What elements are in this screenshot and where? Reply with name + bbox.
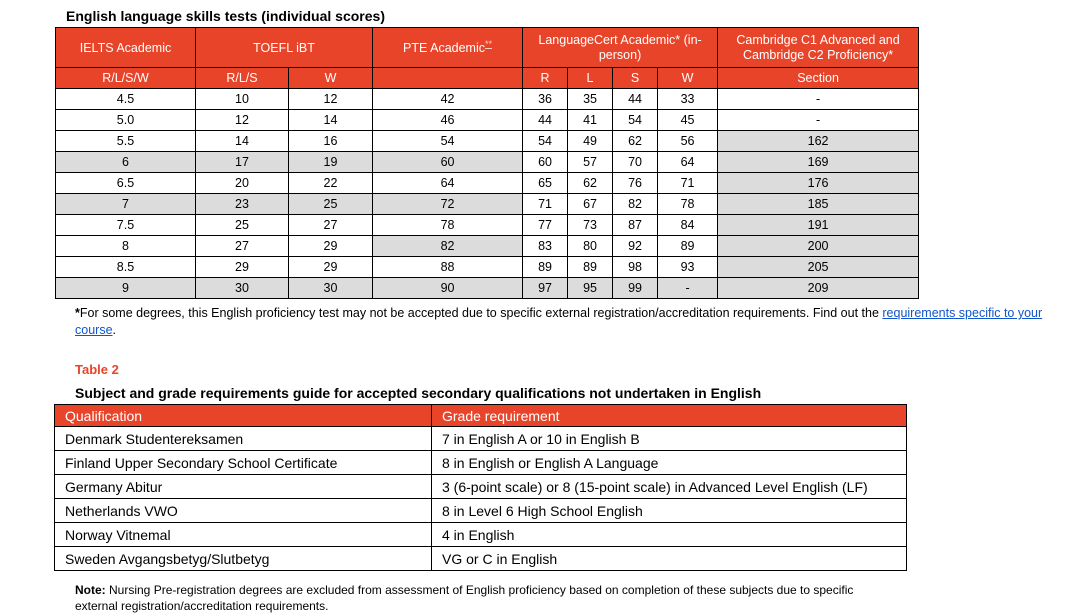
table-cell: 35: [568, 89, 613, 110]
table-cell: 87: [613, 215, 658, 236]
header-cambridge: Cambridge C1 Advanced and Cambridge C2 Proficiency*: [718, 28, 919, 68]
table-cell: 57: [568, 152, 613, 173]
table-cell: 14: [289, 110, 373, 131]
footnote-2-text: Nursing Pre-registration degrees are excluded from assessment of English proficiency based on completion of these subjects due to specific external registration/accreditation requirements.: [75, 583, 854, 613]
table-cell: 44: [523, 110, 568, 131]
table-cell: 5.5: [56, 131, 196, 152]
subheader-toefl-w: W: [289, 68, 373, 89]
grade-cell: 8 in Level 6 High School English: [432, 499, 907, 523]
grade-cell: 3 (6-point scale) or 8 (15-point scale) in Advanced Level English (LF): [432, 475, 907, 499]
table-cell: 25: [289, 194, 373, 215]
table-row: [56, 110, 919, 131]
table-cell: 82: [373, 236, 523, 257]
table-cell: 64: [658, 152, 718, 173]
table-cell: 162: [718, 131, 919, 152]
table-cell: 90: [373, 278, 523, 299]
table-cell: 185: [718, 194, 919, 215]
table-cell: 89: [523, 257, 568, 278]
table-cell: 7.5: [56, 215, 196, 236]
table-cell: 45: [658, 110, 718, 131]
table2-title: Subject and grade requirements guide for accepted secondary qualifications not undertaken in English: [75, 385, 762, 401]
table-row: [56, 278, 919, 299]
table-cell: 54: [613, 110, 658, 131]
table-row: [56, 173, 919, 194]
header-languagecert: LanguageCert Academic* (in-person): [523, 28, 718, 68]
table-cell: 72: [373, 194, 523, 215]
table-cell: 73: [568, 215, 613, 236]
table-cell: 9: [56, 278, 196, 299]
table-cell: 176: [718, 173, 919, 194]
table-cell: 54: [523, 131, 568, 152]
table-cell: 25: [196, 215, 289, 236]
footnote-1-marker: *: [75, 306, 80, 320]
table-row: [56, 257, 919, 278]
subheader-cambridge: Section: [718, 68, 919, 89]
table2-label: Table 2: [75, 362, 119, 377]
qualification-cell: Netherlands VWO: [55, 499, 432, 523]
table-cell: 8: [56, 236, 196, 257]
table-cell: 5.0: [56, 110, 196, 131]
table-cell: 62: [568, 173, 613, 194]
table-cell: 30: [289, 278, 373, 299]
table-cell: 64: [373, 173, 523, 194]
qualification-cell: Norway Vitnemal: [55, 523, 432, 547]
table-cell: 205: [718, 257, 919, 278]
table-cell: 29: [289, 257, 373, 278]
table-cell: 67: [568, 194, 613, 215]
header-pte-mark: **: [485, 39, 493, 50]
table-cell: 78: [373, 215, 523, 236]
qualification-cell: Germany Abitur: [55, 475, 432, 499]
table-cell: 17: [196, 152, 289, 173]
table-cell: 65: [523, 173, 568, 194]
table-cell: 60: [523, 152, 568, 173]
subheader-toefl-rls: R/L/S: [196, 68, 289, 89]
table-cell: 30: [196, 278, 289, 299]
table-row: [56, 215, 919, 236]
footnote-1-text: For some degrees, this English proficiency test may not be accepted due to specific external registration/accreditation requirements. Find out the: [79, 306, 883, 320]
header-toefl: TOEFL iBT: [196, 28, 373, 68]
table-cell: 8.5: [56, 257, 196, 278]
table-cell: 46: [373, 110, 523, 131]
table-cell: -: [718, 89, 919, 110]
subheader-pte: [373, 68, 523, 89]
table-cell: 98: [613, 257, 658, 278]
table-row: [55, 547, 907, 571]
table-row: [55, 523, 907, 547]
table1-title: English language skills tests (individual scores): [66, 8, 385, 24]
table-cell: 27: [196, 236, 289, 257]
table-cell: 22: [289, 173, 373, 194]
subheader-lc-r: R: [523, 68, 568, 89]
table-cell: 6: [56, 152, 196, 173]
table-cell: 44: [613, 89, 658, 110]
table-cell: 12: [289, 89, 373, 110]
table-cell: 200: [718, 236, 919, 257]
table-cell: 23: [196, 194, 289, 215]
subheader-lc-s: S: [613, 68, 658, 89]
header-qualification: Qualification: [55, 405, 432, 427]
table-cell: 76: [613, 173, 658, 194]
grade-cell: VG or C in English: [432, 547, 907, 571]
secondary-qualifications-table: [54, 404, 907, 571]
table-cell: 49: [568, 131, 613, 152]
table-cell: 77: [523, 215, 568, 236]
english-tests-table: [55, 27, 919, 299]
table-cell: 84: [658, 215, 718, 236]
table-cell: 36: [523, 89, 568, 110]
table-cell: 33: [658, 89, 718, 110]
footnote-1: [75, 305, 1075, 339]
table-cell: 16: [289, 131, 373, 152]
table-cell: 29: [196, 257, 289, 278]
table-cell: 89: [658, 236, 718, 257]
table1-body: [56, 89, 919, 299]
table-row: [56, 131, 919, 152]
table-cell: 88: [373, 257, 523, 278]
subheader-lc-l: L: [568, 68, 613, 89]
qualification-cell: Sweden Avgangsbetyg/Slutbetyg: [55, 547, 432, 571]
table-cell: 70: [613, 152, 658, 173]
table-row: [55, 499, 907, 523]
subheader-lc-w: W: [658, 68, 718, 89]
table-cell: 92: [613, 236, 658, 257]
table-row: [55, 475, 907, 499]
table-cell: 54: [373, 131, 523, 152]
table-cell: 95: [568, 278, 613, 299]
table-cell: 97: [523, 278, 568, 299]
table-row: [55, 427, 907, 451]
table-cell: -: [718, 110, 919, 131]
qualification-cell: Denmark Studentereksamen: [55, 427, 432, 451]
table-cell: 78: [658, 194, 718, 215]
footnote-2: [75, 582, 895, 614]
table-row: [56, 89, 919, 110]
table-row: [56, 236, 919, 257]
grade-cell: 7 in English A or 10 in English B: [432, 427, 907, 451]
subheader-ielts: R/L/S/W: [56, 68, 196, 89]
table-cell: 99: [613, 278, 658, 299]
table-cell: 169: [718, 152, 919, 173]
table-cell: 209: [718, 278, 919, 299]
table-cell: 82: [613, 194, 658, 215]
grade-cell: 8 in English or English A Language: [432, 451, 907, 475]
table-cell: 10: [196, 89, 289, 110]
table-cell: 4.5: [56, 89, 196, 110]
table-cell: 71: [658, 173, 718, 194]
footnote-1-suffix: .: [112, 323, 117, 337]
table-cell: 12: [196, 110, 289, 131]
header-ielts: IELTS Academic: [56, 28, 196, 68]
header-pte-label: PTE Academic: [403, 41, 485, 56]
table-cell: 83: [523, 236, 568, 257]
header-pte: [373, 28, 523, 68]
table-row: [56, 194, 919, 215]
table2-body: [55, 427, 907, 571]
table-cell: 42: [373, 89, 523, 110]
table-cell: 14: [196, 131, 289, 152]
table-cell: 60: [373, 152, 523, 173]
table-cell: 80: [568, 236, 613, 257]
table-cell: 27: [289, 215, 373, 236]
table-cell: 93: [658, 257, 718, 278]
table-cell: 71: [523, 194, 568, 215]
table-cell: 89: [568, 257, 613, 278]
header-grade-requirement: Grade requirement: [432, 405, 907, 427]
table-row: [56, 152, 919, 173]
table-cell: 29: [289, 236, 373, 257]
table-cell: 56: [658, 131, 718, 152]
qualification-cell: Finland Upper Secondary School Certificate: [55, 451, 432, 475]
grade-cell: 4 in English: [432, 523, 907, 547]
requirements-link[interactable]: requirements specific to your course: [75, 306, 1043, 337]
table-cell: -: [658, 278, 718, 299]
table-cell: 191: [718, 215, 919, 236]
table-cell: 6.5: [56, 173, 196, 194]
table-cell: 7: [56, 194, 196, 215]
table-cell: 19: [289, 152, 373, 173]
table-row: [55, 451, 907, 475]
footnote-2-label: Note:: [75, 583, 106, 597]
table-cell: 62: [613, 131, 658, 152]
table-cell: 41: [568, 110, 613, 131]
table-cell: 20: [196, 173, 289, 194]
